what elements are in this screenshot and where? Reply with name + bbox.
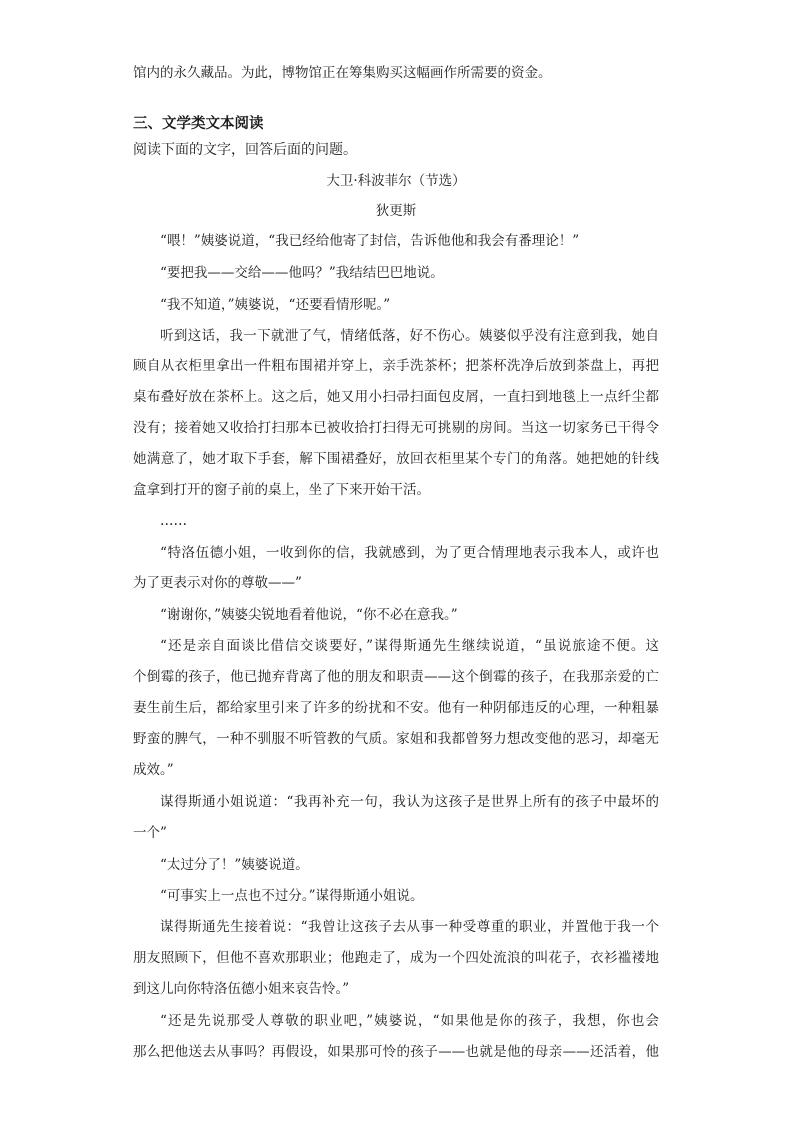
- passage-paragraph-cont: [133, 668, 659, 686]
- passage-paragraph: [133, 887, 659, 905]
- passage-paragraph: [133, 918, 659, 936]
- passage-paragraph: [133, 232, 659, 250]
- passage-paragraph: [133, 856, 659, 874]
- passage-paragraph: [133, 327, 659, 351]
- text-line: 成效。”: [133, 762, 174, 778]
- passage-paragraph-cont: [133, 450, 659, 468]
- text-line: 顾自从衣柜里拿出一件粗布围裙并穿上，亲手洗茶杯；把茶杯洗净后放到茶盘上，再把: [133, 358, 659, 374]
- text-line: 到这儿向你特洛伍德小姐来哀告怜。”: [133, 981, 350, 997]
- text-line: 为了更表示对你的尊敬——”: [133, 575, 302, 591]
- passage-title-block: [133, 172, 659, 190]
- passage-paragraph: [133, 544, 659, 562]
- passage-paragraph: [133, 296, 659, 314]
- passage-author: 狄更斯: [375, 203, 417, 219]
- text-line: 朋友照顾下，但他不喜欢那职业；他跑走了，成为一个四处流浪的叫花子，衣衫褴褛地: [133, 950, 659, 966]
- text-line: “可事实上一点也不过分。”谋得斯通小姐说。: [160, 888, 424, 904]
- passage-paragraph-cont: [133, 357, 659, 375]
- text-line: 她满意了，她才取下手套，解下围裙叠好，放回衣柜里某个专门的角落。她把她的针线: [133, 451, 659, 467]
- text-line: 妻生前生后，都给家里引来了许多的纷扰和不安。他有一种阴郁违反的心理，一种粗暴: [133, 700, 659, 716]
- passage-paragraph: [133, 793, 659, 811]
- instruction-text: 阅读下面的文字，回答后面的问题。: [133, 142, 357, 158]
- text-line: 盒拿到打开的窗子前的桌上，坐了下来开始干活。: [133, 482, 430, 498]
- passage-ellipsis: [133, 512, 659, 530]
- text-line: “喂！”姨婆说道，“我已经给他寄了封信，告诉他他和我会有番理论！”: [160, 233, 580, 249]
- passage-paragraph-cont: [133, 949, 659, 967]
- passage-paragraph: [133, 637, 659, 655]
- passage-paragraph-cont: [133, 481, 659, 499]
- ellipsis-text: ……: [160, 513, 187, 529]
- passage-author-block: [133, 202, 659, 220]
- text-line: 野蛮的脾气，一种不驯服不听管教的气质。家姐和我都曾努力想改变他的恶习，却毫无: [133, 731, 659, 747]
- passage-paragraph-cont: [133, 980, 659, 998]
- passage-paragraph-cont: [133, 699, 659, 717]
- text-line: 没有；接着她又收拾打扫那本已被收拾打扫得无可挑剔的房间。当这一切家务已干得令: [133, 420, 659, 436]
- text-line: 馆内的永久藏品。为此，博物馆正在筹集购买这幅画作所需要的资金。: [133, 65, 552, 81]
- section-instruction: [133, 140, 659, 160]
- text-line: 那么把他送去从事吗？再假设，如果那可怜的孩子——也就是他的母亲——还活着，他: [133, 1044, 659, 1060]
- text-line: “谢谢你，”姨婆尖锐地看着他说，“你不必在意我。”: [160, 607, 458, 623]
- passage-paragraph-cont: [133, 730, 659, 748]
- passage-paragraph-cont: [133, 1043, 659, 1061]
- passage-paragraph-cont: [133, 388, 659, 406]
- text-line: 一个”: [133, 825, 167, 841]
- text-line: “我不知道，”姨婆说，“还要看情形呢。”: [160, 297, 391, 313]
- section-heading: [133, 114, 659, 134]
- passage-paragraph: [133, 1012, 659, 1030]
- passage-paragraph-cont: [133, 761, 659, 779]
- text-line: “要把我——交给——他吗？”我结结巴巴地说。: [160, 265, 444, 281]
- text-line: “特洛伍德小姐，一收到你的信，我就感到，为了更合情理地表示我本人，或许也: [160, 545, 659, 561]
- passage-paragraph-cont: [133, 824, 659, 842]
- text-line: “太过分了！”姨婆说道。: [160, 857, 309, 873]
- text-line: 个倒霉的孩子，他已抛弃背离了他的朋友和职责——这个倒霉的孩子，在我那亲爱的亡: [133, 669, 659, 685]
- passage-paragraph: [133, 606, 659, 624]
- top-paragraph: [133, 64, 659, 82]
- passage-paragraph: [133, 264, 659, 282]
- text-line: “还是亲自面谈比借信交谈要好，”谋得斯通先生继续说道，“虽说旅途不便。这: [160, 638, 659, 654]
- passage-paragraph-cont: [133, 419, 659, 437]
- text-line: 谋得斯通先生接着说：“我曾让这孩子去从事一种受尊重的职业，并置他于我一个: [160, 919, 659, 935]
- text-line: 谋得斯通小姐说道：“我再补充一句，我认为这孩子是世界上所有的孩子中最坏的: [160, 794, 659, 810]
- text-line: 听到这话，我一下就泄了气，情绪低落，好不伤心。姨婆似乎没有注意到我，她自: [160, 328, 659, 344]
- text-line: “还是先说那受人尊敬的职业吧，”姨婆说，“如果他是你的孩子，我想，你也会: [160, 1013, 659, 1029]
- section-title: 三、文学类文本阅读: [133, 116, 264, 132]
- passage-paragraph-cont: [133, 574, 659, 592]
- passage-title: 大卫·科波菲尔（节选）: [326, 173, 466, 189]
- text-line: 桌布叠好放在茶杯上。这之后，她又用小扫帚扫面包皮屑，一直扫到地毯上一点纤尘都: [133, 389, 659, 405]
